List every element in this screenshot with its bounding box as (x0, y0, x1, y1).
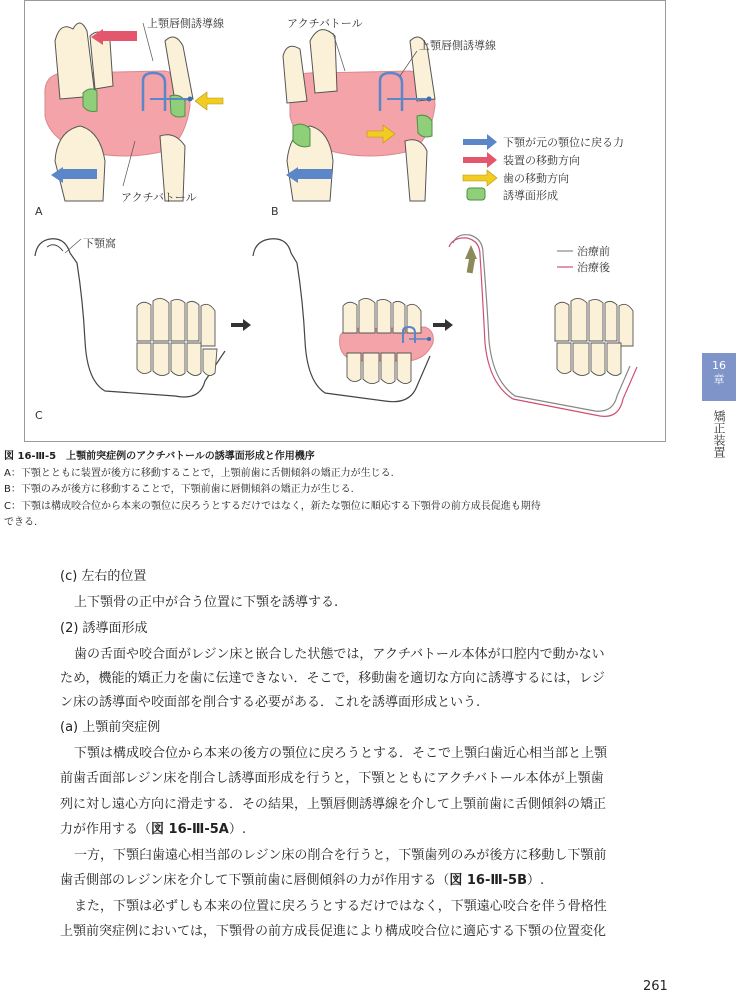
paragraph-a-line-1: 下顎は構成咬合位から本来の後方の顎位に戻ろうとする．そこで上顎臼歯近心相当部と上顎 (74, 746, 608, 761)
legend-label-0: 下顎が元の顎位に戻る力 (503, 136, 624, 149)
paragraph-a-line-2: 前歯舌面部レジン床を削合し誘導面形成を行うと，下顎とともにアクチバトール本体が上顎歯 (60, 771, 604, 786)
panel-b-illustration (283, 30, 435, 201)
heading-2-guide-surface: (2) 誘導面形成 (60, 621, 148, 636)
panel-a-illustration (45, 23, 223, 201)
paragraph-b-line-2 (60, 869, 544, 888)
paragraph-c2-line-1: また，下顎は必ずしも本来の位置に戻ろうとするだけではなく，下顎遠心咬合を伴う骨格性 (74, 899, 607, 914)
legend-arrow-red (463, 152, 497, 168)
caption-line-c1: C：下顎は構成咬合位から本来の顎位に戻ろうとするだけではなく，新たな顎位に順応する下顎骨の前方成長促進も期待 (4, 500, 541, 512)
panel-label-b: B (271, 205, 279, 218)
paragraph-b-line-1: 一方，下顎臼歯遠心相当部のレジン床の削合を行うと，下顎歯列のみが後方に移動し下顎前 (74, 848, 607, 863)
paragraph-a-line-4-text: 力が作用する（ (60, 822, 152, 837)
legend-label-2: 歯の移動方向 (503, 172, 569, 185)
figure-reference-5a: 図 16-Ⅲ-5A (151, 822, 229, 837)
paragraph-a-line-4-end: ）. (228, 822, 246, 837)
paragraph-c: 上下顎骨の正中が合う位置に下顎を誘導する. (74, 595, 339, 610)
heading-a-maxillary-protrusion: (a) 上顎前突症例 (60, 720, 161, 735)
chapter-tab (702, 353, 736, 401)
caption-line-c2: できる. (4, 517, 38, 528)
panel-label-a: A (35, 205, 43, 218)
figure-illustration (25, 1, 667, 443)
paragraph-b-line-2-text: 歯舌側部のレジン床を介して下顎前歯に唇側傾斜の力が作用する（ (60, 873, 450, 888)
paragraph-2-line-3: ン床の誘導面や咬面部を削合する必要がある．これを誘導面形成という. (60, 695, 481, 710)
heading-c-lateral-position: (c) 左右的位置 (60, 569, 147, 584)
paragraph-2-line-2: ため，機能的矯正力を歯に伝達できない．そこで，移動歯を適切な方向に誘導するには，レジ (60, 671, 605, 686)
figure-reference-5b: 図 16-Ⅲ-5B (449, 873, 528, 888)
panel-c-illustration (35, 235, 637, 417)
label-upper-lip-wire-b: 上顎唇側誘導線 (419, 39, 496, 52)
paragraph-a-line-3: 列に対し遠心方向に滑走する．その結果，上顎唇側誘導線を介して上顎前歯に舌側傾斜の矯正 (60, 797, 607, 812)
label-activator-b: アクチバトール (287, 17, 363, 30)
page-number: 261 (643, 979, 668, 994)
label-before-treatment: 治療前 (577, 245, 610, 258)
legend-arrow-blue (463, 134, 497, 150)
paragraph-c2-line-2: 上顎前突症例においては，下顎骨の前方成長促進により構成咬合位に適応する下顎の位置変化 (60, 924, 607, 939)
chapter-title: 矯正装置 (712, 410, 726, 458)
paragraph-b-line-2-end: ）. (527, 873, 545, 888)
label-after-treatment: 治療後 (577, 261, 610, 274)
label-upper-lip-wire-a: 上顎唇側誘導線 (147, 17, 224, 30)
paragraph-a-line-4 (60, 818, 246, 837)
chapter-unit: 章 (713, 373, 725, 386)
chapter-number: 16 (712, 359, 726, 372)
label-activator-a: アクチバトール (121, 191, 197, 204)
legend (463, 134, 497, 200)
figure-16-3-5 (24, 0, 666, 442)
caption-line-b: B：下顎のみが後方に移動することで，下顎前歯に唇側傾斜の矯正力が生じる. (4, 484, 354, 495)
panel-label-c: C (35, 409, 43, 422)
legend-label-3: 誘導面形成 (503, 189, 558, 202)
figure-caption (4, 449, 668, 532)
paragraph-2-line-1: 歯の舌面や咬合面がレジン床と嵌合した状態では，アクチバトール本体が口腔内で動かない (74, 647, 605, 662)
caption-line-a: A：下顎とともに装置が後方に移動することで，上顎前歯に舌側傾斜の矯正力が生じる. (4, 467, 394, 479)
label-mandibular-fossa: 下顎窩 (83, 237, 116, 250)
legend-label-1: 装置の移動方向 (503, 154, 580, 167)
caption-title: 図 16-Ⅲ-5 上顎前突症例のアクチバトールの誘導面形成と作用機序 (4, 451, 315, 462)
legend-box-green (467, 188, 485, 200)
legend-arrow-yellow (463, 170, 497, 186)
